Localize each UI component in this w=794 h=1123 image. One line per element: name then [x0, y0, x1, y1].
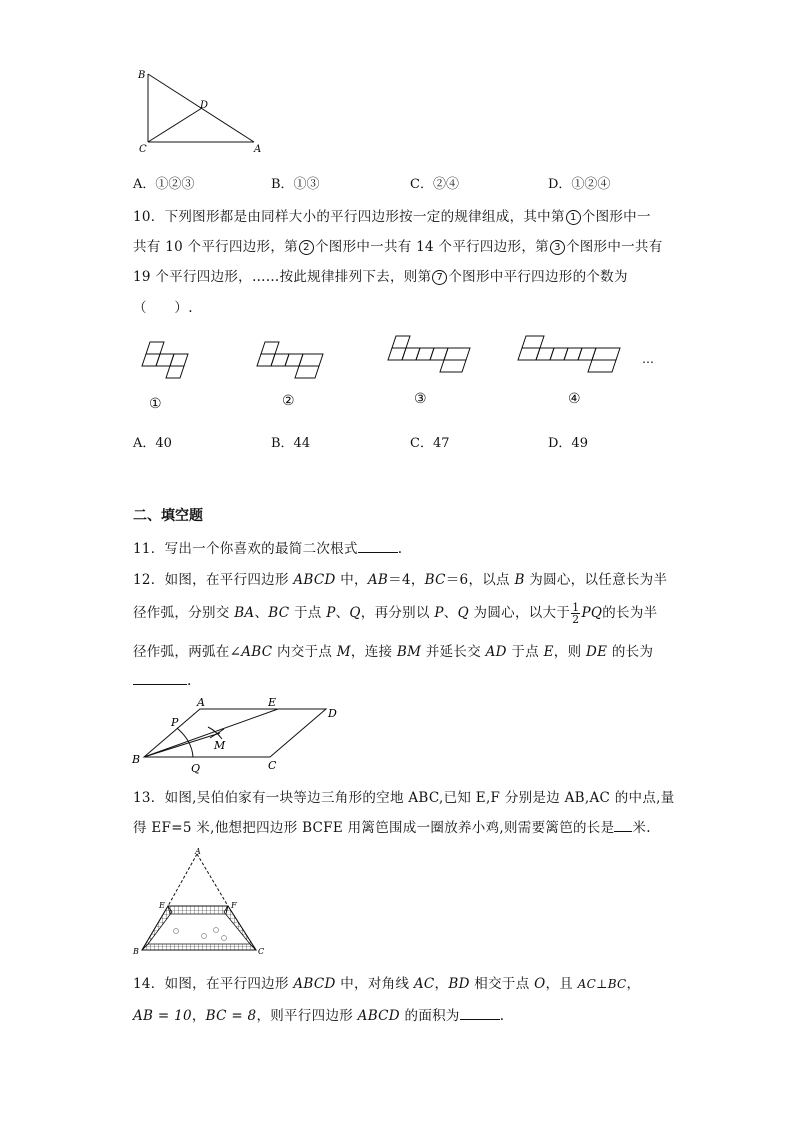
answer-blank: [358, 540, 398, 553]
circled-number: 1: [566, 210, 581, 225]
label-q: Q: [191, 762, 201, 775]
figure-label-4: ④: [568, 391, 581, 407]
chicken-icon: [174, 928, 227, 941]
q13-line2: 得 EF=5 米,他想把四边形 BCFE 用篱笆围成一圈放养小鸡,则需要篱笆的长是 米.: [133, 820, 651, 836]
ellipsis: …: [642, 352, 654, 366]
circled-number: 7: [432, 270, 447, 285]
label-c: C: [139, 144, 147, 155]
q10-option-a: A．40: [133, 436, 172, 451]
label-m: M: [214, 739, 226, 752]
q9-option-d: D．①②④: [548, 177, 611, 192]
label-d: D: [328, 707, 337, 720]
figure-label-3: ③: [414, 391, 427, 407]
circled-number: 3: [550, 240, 565, 255]
label-e: E: [268, 696, 277, 709]
q11-text: 11．写出一个你喜欢的最简二次根式 .: [133, 541, 403, 557]
parallelogram-figure-q12: [130, 693, 350, 778]
q10-option-b: B．44: [271, 436, 311, 451]
label-b: B: [132, 753, 141, 766]
label-f: F: [231, 901, 237, 910]
q14-line1: 14．如图，在平行四边形 ABCD 中，对角线 AC，BD 相交于点 O，且 AC⊥BC，: [133, 976, 641, 992]
q13-line1: 13．如图,吴伯伯家有一块等边三角形的空地 ABC,已知 E,F 分别是边 AB,AC 的中点,量: [133, 790, 675, 806]
label-b: B: [138, 70, 146, 81]
q12-line2: 径作弧，分别交 BA、BC 于点 P、Q，再分别以 P、Q 为圆心，以大于 $\frac{1}{2}$ PQ的长为半: [133, 601, 658, 626]
q12-line1: 12．如图，在平行四边形 ABCD 中，AB＝4，BC＝6，以点 B 为圆心，以任意长为半: [133, 572, 668, 588]
label-p: P: [171, 716, 179, 729]
section-heading: 二、填空题: [133, 508, 203, 524]
label-a: A: [195, 847, 201, 856]
label-b: B: [133, 947, 139, 956]
figure-label-2: ②: [282, 393, 295, 409]
figure-label-1: ①: [149, 396, 162, 412]
parallelogram-pattern-figures: [134, 330, 664, 415]
answer-blank: [133, 672, 187, 685]
circled-number: 2: [299, 240, 314, 255]
label-c: C: [268, 759, 277, 772]
q10-option-d: D．49: [548, 436, 588, 451]
q10-line3: 19 个平行四边形，……按此规律排列下去，则第 7 个图形中平行四边形的个数为: [133, 269, 628, 285]
q9-option-b: B．①③: [271, 177, 320, 192]
fence-triangle-figure-q13: [130, 846, 270, 958]
q14-line2: AB = 10，BC = 8，则平行四边形 ABCD 的面积为 .: [133, 1008, 505, 1024]
label-a: A: [254, 144, 262, 155]
label-c: C: [258, 947, 265, 956]
answer-blank: [460, 1007, 500, 1020]
label-a: A: [197, 696, 205, 709]
q10-option-c: C．47: [410, 436, 450, 451]
q9-option-a: A．①②③: [133, 177, 195, 192]
q10-line4: （ ）.: [133, 300, 193, 316]
q12-answer-line: .: [133, 672, 192, 689]
q12-line3: 径作弧，两弧在∠ABC 内交于点 M，连接 BM 并延长交 AD 于点 E，则 DE 的长为: [133, 644, 654, 660]
label-e: E: [159, 901, 165, 910]
q10-line1: 10．下列图形都是由同样大小的平行四边形按一定的规律组成，其中第 1 个图形中一: [133, 209, 651, 225]
triangle-figure-q9: [136, 66, 266, 156]
label-d: D: [200, 100, 209, 111]
q10-line2: 共有 10 个平行四边形，第 2 个图形中一共有 14 个平行四边形，第 3 个图形中一共有: [133, 239, 663, 255]
answer-blank: [614, 819, 632, 832]
fraction-one-half: $\frac{1}{2}$: [572, 601, 580, 626]
q9-option-c: C．②④: [410, 177, 459, 192]
